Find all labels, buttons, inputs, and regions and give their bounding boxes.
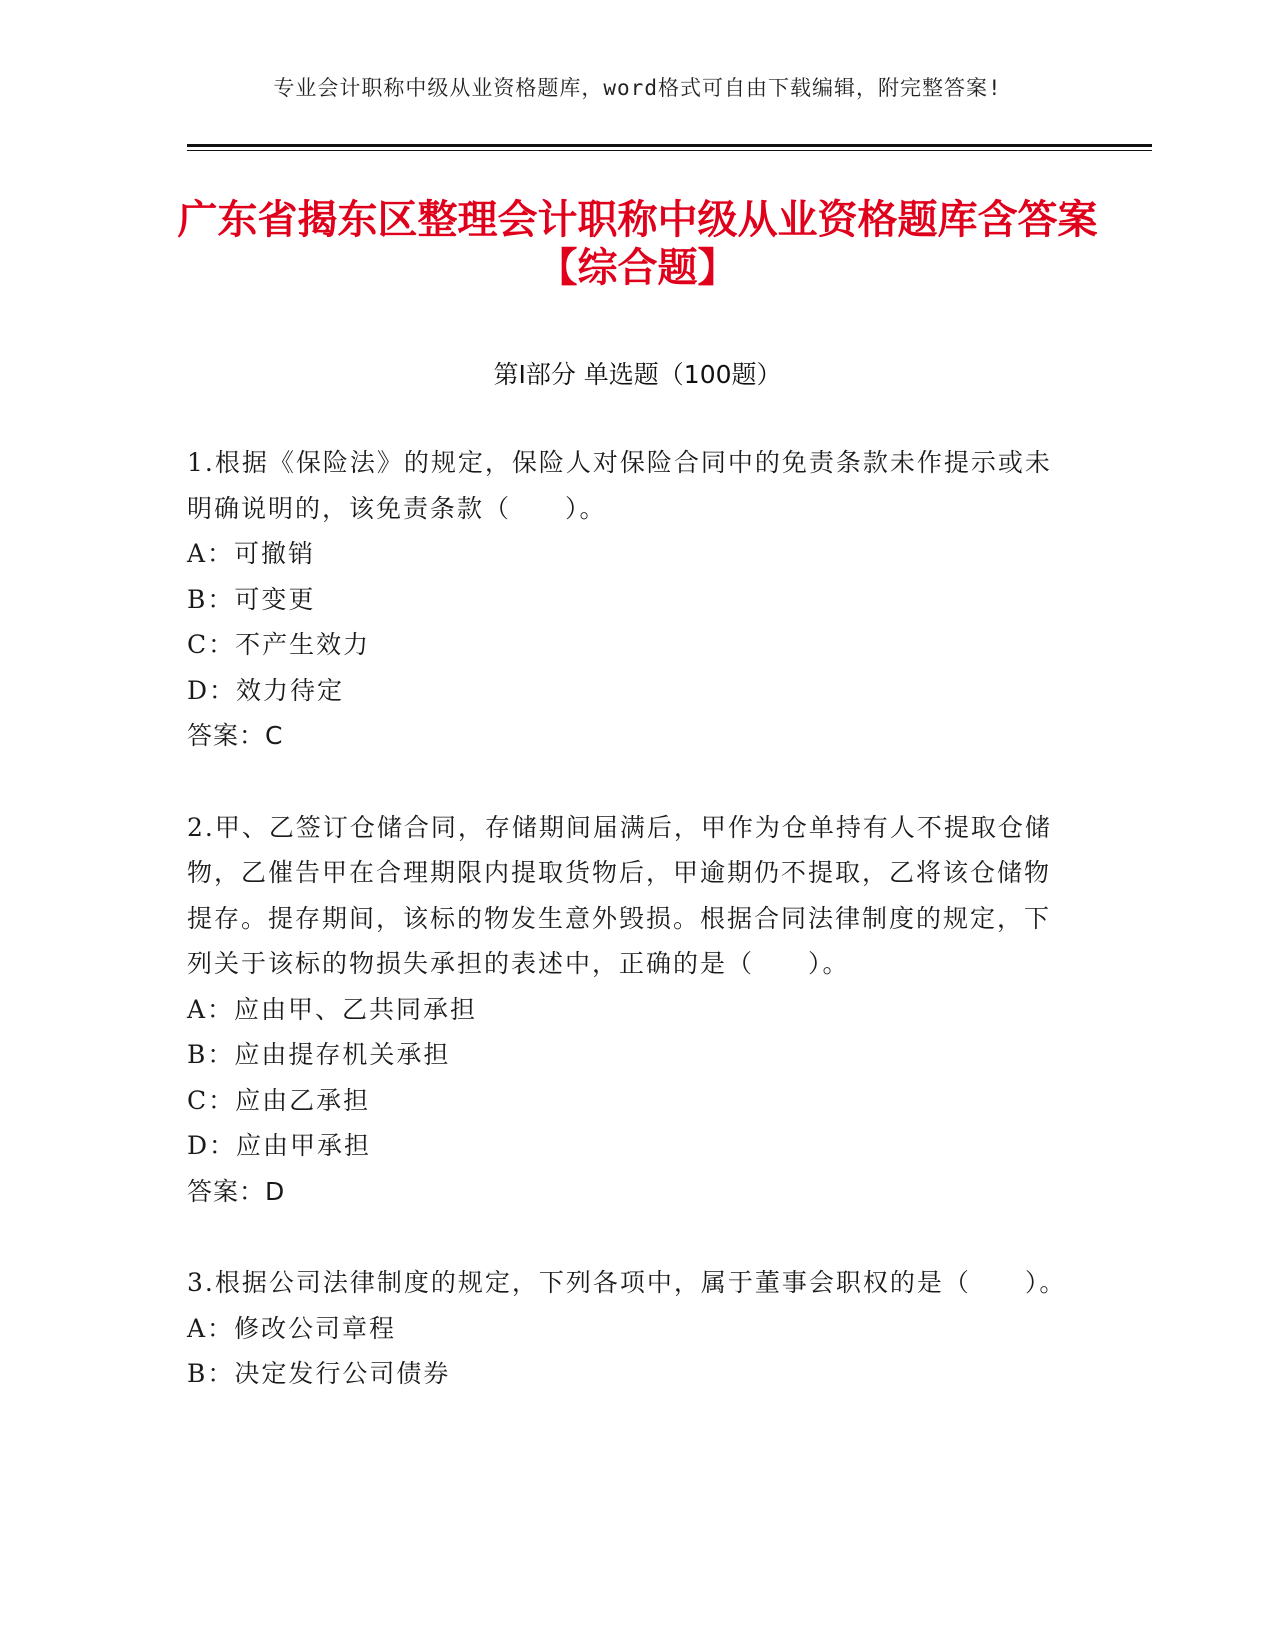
document-title: 广东省揭东区整理会计职称中级从业资格题库含答案【综合题】 (177, 197, 1098, 291)
question-stem: 2.甲、乙签订仓储合同，存储期间届满后，甲作为仓单持有人不提取仓储物，乙催告甲在合理期限内提取货物后，甲逾期仍不提取，乙将该仓储物提存。提存期间，该标的物发生意外毁损。根据合同法律制度的规定，下列关于该标的物损失承担的表述中，正确的是（ ）。 (187, 812, 1052, 978)
page-header: 专业会计职称中级从业资格题库，word格式可自由下载编辑，附完整答案! (273, 76, 1002, 100)
option-d: D：应由甲承担 (187, 1131, 372, 1160)
option-b: B：决定发行公司债券 (187, 1359, 451, 1388)
question-spacer (187, 1214, 1067, 1260)
question-list (187, 440, 1067, 1397)
answer: 答案：C (187, 721, 284, 750)
option-b: B：应由提存机关承担 (187, 1040, 451, 1069)
option-d: D：效力待定 (187, 675, 345, 705)
option-a: A：应由甲、乙共同承担 (187, 994, 478, 1024)
option-c: C：不产生效力 (187, 630, 371, 659)
option-c: C：应由乙承担 (187, 1085, 371, 1115)
question-3 (187, 1260, 1067, 1397)
question-stem: 3.根据公司法律制度的规定，下列各项中，属于董事会职权的是（ ）。 (187, 1268, 1067, 1297)
question-1 (187, 440, 1067, 759)
question-stem: 1.根据《保险法》的规定，保险人对保险合同中的免责条款未作提示或未明确说明的，该免责条款（ ）。 (187, 448, 1052, 523)
option-a: A：修改公司章程 (187, 1313, 397, 1343)
option-a: A：可撤销 (187, 539, 316, 568)
question-spacer (187, 759, 1067, 805)
header-rule-thick (187, 144, 1152, 147)
answer: 答案：D (187, 1176, 286, 1206)
question-2 (187, 805, 1067, 1215)
header-rule-thin (187, 150, 1152, 151)
section-title: 第Ⅰ部分 单选题（100题） (493, 360, 782, 389)
option-b: B：可变更 (187, 584, 316, 614)
